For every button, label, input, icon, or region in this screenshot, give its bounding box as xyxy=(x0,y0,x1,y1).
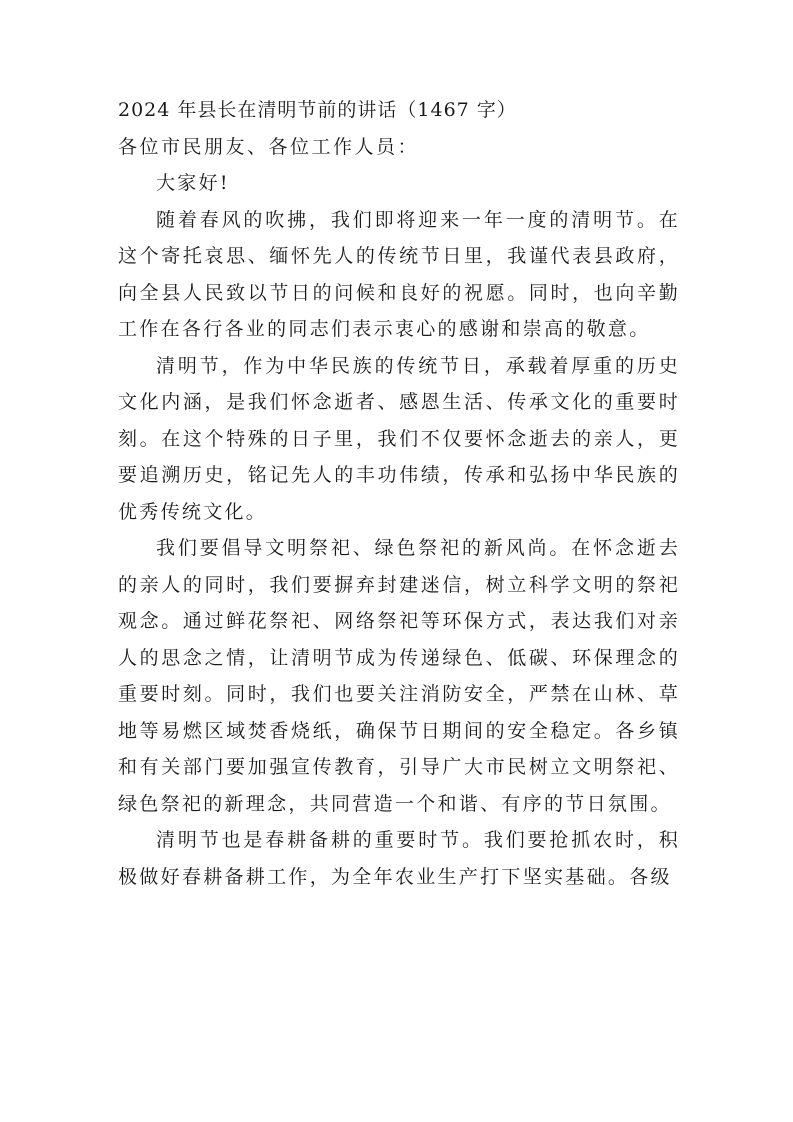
paragraph-3: 我们要倡导文明祭祀、绿色祭祀的新风尚。在怀念逝去的亲人的同时，我们要摒弃封建迷信，树立科学文明的祭祀观念。通过鲜花祭祀、网络祭祀等环保方式，表达我们对亲人的思念之情，让清明节成为传递绿色、低碳、环保理念的重要时刻。同时，我们也要关注消防安全，严禁在山林、草地等易燃区域焚香烧纸，确保节日期间的安全稳定。各乡镇和有关部门要加强宣传教育，引导广大市民树立文明祭祀、绿色祭祀的新理念，共同营造一个和谐、有序的节日氛围。 xyxy=(118,537,680,815)
salutation: 各位市民朋友、各位工作人员： xyxy=(118,135,420,158)
document-title: 2024 年县长在清明节前的讲话（1467 字） xyxy=(118,99,517,121)
greeting: 大家好! xyxy=(156,172,230,194)
paragraph-1: 随着春风的吹拂，我们即将迎来一年一度的清明节。在这个寄托哀思、缅怀先人的传统节日里，我谨代表县政府，向全县人民致以节日的问候和良好的祝愿。同时，也向辛勤工作在各行各业的同志们表示衷心的感谢和崇高的敬意。 xyxy=(118,208,680,340)
paragraph-2: 清明节，作为中华民族的传统节日，承载着厚重的历史文化内涵，是我们怀念逝者、感恩生活、传承文化的重要时刻。在这个特殊的日子里，我们不仅要怀念逝去的亲人，更要追溯历史，铭记先人的丰功伟绩，传承和弘扬中华民族的优秀传统文化。 xyxy=(118,354,680,523)
paragraph-4: 清明节也是春耕备耕的重要时节。我们要抢抓农时，积极做好春耕备耕工作，为全年农业生产打下坚实基础。各级 xyxy=(118,829,680,888)
document-body xyxy=(118,92,678,895)
